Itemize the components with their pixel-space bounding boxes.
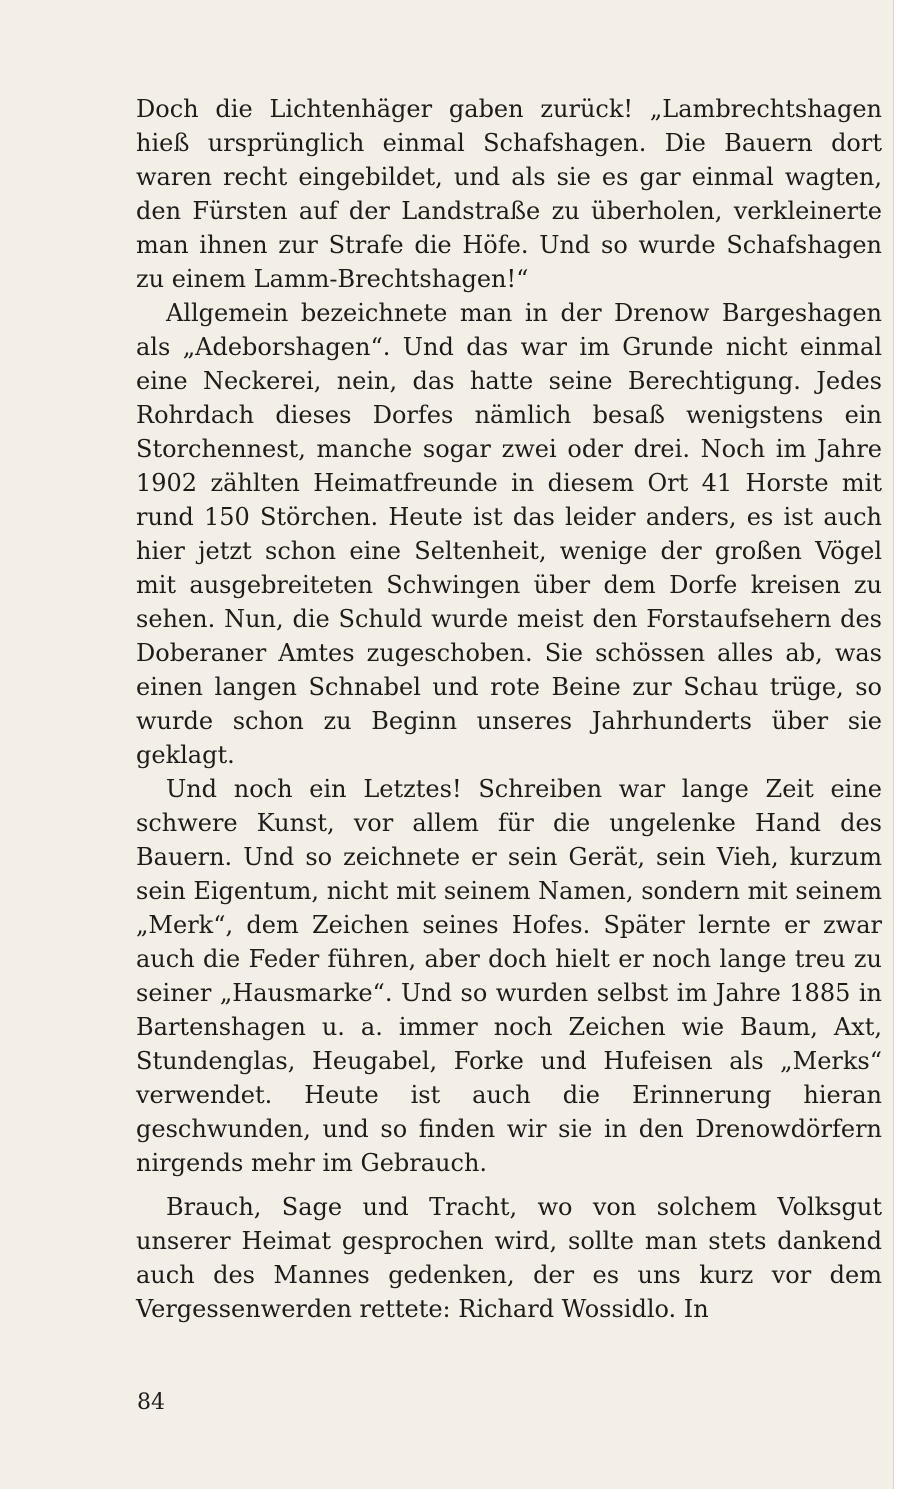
- paragraph-lambrechtshagen: Doch die Lichtenhäger gaben zurück! „Lambrechtshagen hieß ursprünglich einmal Schafshagen. Die Bauern dort waren recht eingebildet, und als sie es gar einmal wagten, den Fürsten auf der Landstraße zu überholen, verkleinerte man ihnen zur Strafe die Höfe. Und so wurde Schafshagen zu einem Lamm-Brechtshagen!“: [136, 95, 882, 293]
- paragraph-adeborshagen: Allgemein bezeichnete man in der Drenow Bargeshagen als „Adeborshagen“. Und das war im Grunde nicht einmal eine Neckerei, nein, das hatte seine Berechtigung. Jedes Rohrdach dieses Dorfes nämlich besaß wenigstens ein Storchennest, manche sogar zwei oder drei. Noch im Jahre 1902 zählten Heimatfreunde in diesem Ort 41 Horste mit rund 150 Störchen. Heute ist das leider anders, es ist auch hier jetzt schon eine Seltenheit, wenige der großen Vögel mit ausgebreiteten Schwingen über dem Dorfe kreisen zu sehen. Nun, die Schuld wurde meist den Forstaufsehern des Doberaner Amtes zugeschoben. Sie schössen alles ab, was einen langen Schnabel und rote Beine zur Schau trüge, so wurde schon zu Beginn unseres Jahrhunderts über sie geklagt.: [136, 299, 882, 769]
- paragraph-hausmarke: Und noch ein Letztes! Schreiben war lange Zeit eine schwere Kunst, vor allem für die ungelenke Hand des Bauern. Und so zeichnete er sein Gerät, sein Vieh, kurzum sein Eigentum, nicht mit seinem Namen, sondern mit seinem „Merk“, dem Zeichen seines Hofes. Später lernte er zwar auch die Feder führen, aber doch hielt er noch lange treu zu seiner „Hausmarke“. Und so wurden selbst im Jahre 1885 in Bartenshagen u. a. immer noch Zeichen wie Baum, Axt, Stundenglas, Heugabel, Forke und Hufeisen als „Merks“ verwendet. Heute ist auch die Erinnerung hieran geschwunden, und so finden wir sie in den Drenowdörfern nirgends mehr im Gebrauch.: [136, 775, 882, 1177]
- body-text: [136, 92, 882, 1326]
- paragraph-wossidlo: Brauch, Sage und Tracht, wo von solchem Volksgut unserer Heimat gesprochen wird, sollte man stets dankend auch des Mannes gedenken, der es uns kurz vor dem Vergessenwerden rettete: Richard Wossidlo. In: [136, 1193, 882, 1323]
- page-number: 84: [137, 1390, 165, 1415]
